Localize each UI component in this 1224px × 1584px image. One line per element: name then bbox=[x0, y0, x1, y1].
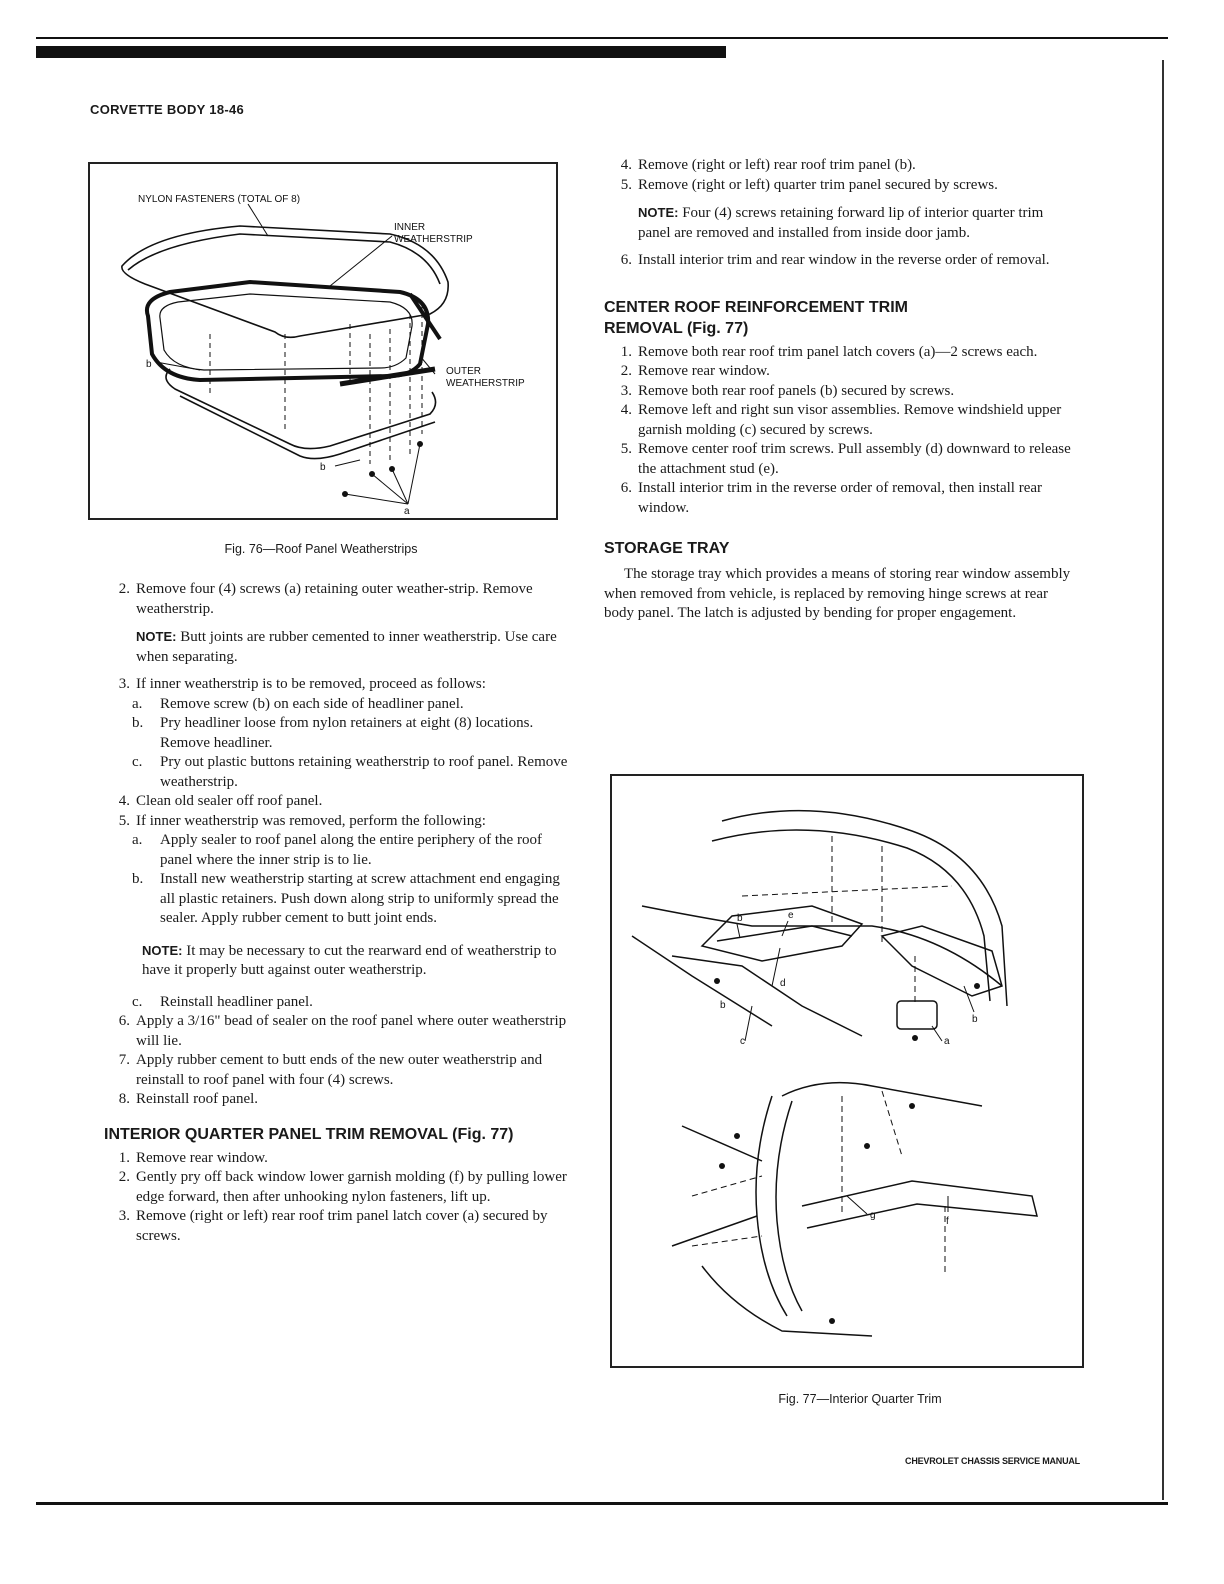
quarter-step-1: 1. Remove rear window. bbox=[118, 1149, 268, 1166]
note-forward-lip: NOTE: Four (4) screws retaining forward lip of interior quarter trim panel are removed and installed from inside door jamb. bbox=[638, 205, 1044, 241]
step-3b: b. Pry headliner loose from nylon retainers at eight (8) locations. Remove headliner. bbox=[132, 715, 534, 751]
figure-77 bbox=[610, 774, 1084, 1368]
top-rule bbox=[36, 37, 1168, 39]
step-8: 8. Reinstall roof panel. bbox=[118, 1091, 259, 1107]
note-butt-joints: NOTE: Butt joints are rubber cemented to inner weatherstrip. Use care when separating. bbox=[136, 629, 557, 665]
step-4: 4. Clean old sealer off roof panel. bbox=[118, 793, 323, 809]
figure-76-caption: Fig. 76—Roof Panel Weatherstrips bbox=[224, 542, 418, 556]
figure-77-caption: Fig. 77—Interior Quarter Trim bbox=[778, 1392, 942, 1406]
center-step-6: 6. Install interior trim in the reverse order of removal, then install rear window. bbox=[620, 480, 1043, 516]
step-7: 7. Apply rubber cement to butt ends of the new outer weatherstrip and reinstall to roof panel with four (4) screws. bbox=[118, 1052, 543, 1088]
top-thick-rule bbox=[36, 46, 726, 58]
label-b-left: b bbox=[146, 359, 152, 370]
right-edge-rule bbox=[1162, 60, 1164, 1500]
step-3a: a. Remove screw (b) on each side of headliner panel. bbox=[132, 695, 464, 712]
center-step-5: 5. Remove center roof trim screws. Pull assembly (d) downward to release the attachment stud (e). bbox=[620, 441, 1071, 477]
label-inner: INNER bbox=[394, 222, 426, 233]
fig77-label-d: d bbox=[780, 978, 786, 989]
step-2: 2. Remove four (4) screws (a) retaining outer weather-strip. Remove weatherstrip. bbox=[118, 581, 533, 617]
center-step-1: 1. Remove both rear roof trim panel latch covers (a)—2 screws each. bbox=[620, 343, 1038, 360]
interior-quarter-trim-diagram bbox=[612, 776, 1082, 1366]
label-b-bottom: b bbox=[320, 462, 326, 473]
step-5a: a. Apply sealer to roof panel along the entire periphery of the roof panel where the inner strip is to lie. bbox=[132, 832, 542, 868]
label-a: a bbox=[404, 506, 410, 517]
center-step-3: 3. Remove both rear roof panels (b) secured by screws. bbox=[620, 382, 955, 399]
fig77-label-f: f bbox=[946, 1216, 949, 1227]
label-outer: OUTER bbox=[446, 366, 481, 377]
quarter-step-3: 3. Remove (right or left) rear roof trim panel latch cover (a) secured by screws. bbox=[118, 1208, 548, 1244]
label-nylon-fasteners: NYLON FASTENERS (TOTAL OF 8) bbox=[138, 194, 301, 205]
figure-76 bbox=[88, 162, 558, 520]
fig77-label-e: e bbox=[788, 910, 794, 921]
bottom-rule bbox=[36, 1502, 1168, 1505]
fig77-label-c: c bbox=[740, 1036, 745, 1047]
label-outer-weatherstrip: WEATHERSTRIP bbox=[446, 378, 525, 389]
quarter-step-4: 4. Remove (right or left) rear roof trim panel (b). bbox=[620, 157, 916, 173]
center-step-4: 4. Remove left and right sun visor assemblies. Remove windshield upper garnish molding (c) secured by screws. bbox=[620, 402, 1062, 438]
label-inner-weatherstrip: WEATHERSTRIP bbox=[394, 234, 473, 245]
step-5: 5. If inner weatherstrip was removed, perform the following: bbox=[118, 812, 486, 829]
footer-manual-title: CHEVROLET CHASSIS SERVICE MANUAL bbox=[905, 1456, 1080, 1466]
step-5b: b. Install new weatherstrip starting at screw attachment end engaging all plastic retainers. Push down along strip to uniformly spread the sealer. Apply rubber cement to butt joint ends. bbox=[132, 871, 560, 926]
heading-interior-quarter-panel: INTERIOR QUARTER PANEL TRIM REMOVAL (Fig. 77) bbox=[104, 1125, 514, 1143]
step-6: 6. Apply a 3/16" bead of sealer on the roof panel where outer weatherstrip will lie. bbox=[118, 1013, 567, 1049]
fig77-label-b-right: b bbox=[972, 1014, 978, 1025]
note-cut-rearward: NOTE: It may be necessary to cut the rearward end of weatherstrip to have it properly butt against outer weatherstrip. bbox=[142, 942, 557, 978]
heading-center-roof-reinforcement: CENTER ROOF REINFORCEMENT TRIM REMOVAL (Fig. 77) bbox=[604, 298, 908, 337]
storage-tray-paragraph: The storage tray which provides a means of storing rear window assembly when removed from vehicle, is replaced by removing hinge screws at rear body panel. The latch is adjusted by bending for proper engagement. bbox=[604, 566, 1071, 621]
fig77-label-b-left: b bbox=[737, 913, 743, 924]
fig77-label-a: a bbox=[944, 1036, 950, 1047]
right-column bbox=[604, 156, 1074, 624]
step-3: 3. If inner weatherstrip is to be removed, proceed as follows: bbox=[118, 676, 486, 692]
quarter-step-5: 5. Remove (right or left) quarter trim panel secured by screws. bbox=[620, 176, 998, 193]
step-3c: c. Pry out plastic buttons retaining weatherstrip to roof panel. Remove weatherstrip. bbox=[132, 754, 568, 790]
center-step-2: 2. Remove rear window. bbox=[620, 363, 770, 379]
roof-panel-weatherstrip-diagram bbox=[90, 164, 556, 518]
fig77-label-g: g bbox=[870, 1210, 876, 1221]
heading-storage-tray: STORAGE TRAY bbox=[604, 540, 730, 557]
fig77-label-b-lower: b bbox=[720, 1000, 726, 1011]
step-5c: c. Reinstall headliner panel. bbox=[132, 993, 313, 1010]
left-column bbox=[102, 580, 570, 1246]
page-header-title: CORVETTE BODY 18-46 bbox=[90, 102, 245, 117]
quarter-step-6: 6. Install interior trim and rear window in the reverse order of removal. bbox=[620, 252, 1050, 268]
quarter-step-2: 2. Gently pry off back window lower garnish molding (f) by pulling lower edge forward, then after unhooking nylon fasteners, lift up. bbox=[118, 1169, 567, 1205]
